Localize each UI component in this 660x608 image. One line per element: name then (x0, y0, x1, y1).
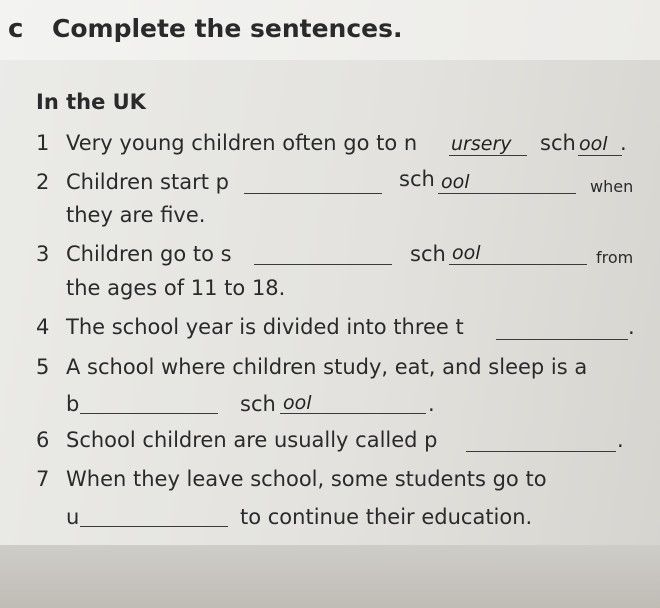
word-stem: b (66, 392, 80, 416)
end-punctuation: . (620, 131, 627, 155)
answer-blank[interactable] (449, 264, 587, 265)
sentence-7-text: When they leave school, some students go to (66, 467, 547, 491)
page-shadow (0, 545, 660, 608)
exercise-letter: c (8, 14, 24, 44)
sentence-6-text: School children are usually called p (66, 428, 438, 452)
end-punctuation: . (628, 315, 635, 339)
sentence-1-text: Very young children often go to n (66, 131, 418, 155)
sentence-7-tail: to continue their education. (240, 505, 533, 529)
exercise-subtitle: In the UK (36, 90, 146, 114)
end-punctuation: . (617, 428, 624, 452)
sentence-5-text: A school where children study, eat, and sleep is a (66, 355, 588, 379)
answer-blank[interactable] (438, 193, 576, 194)
item-number: 3 (36, 242, 50, 266)
handwritten-answer: ursery (451, 133, 512, 155)
item-number: 4 (36, 315, 50, 339)
word-stem: sch (240, 392, 276, 416)
item-number: 5 (36, 355, 50, 379)
handwritten-answer: ool (283, 392, 312, 414)
answer-blank[interactable] (80, 526, 228, 527)
sentence-2-continuation: they are five. (66, 203, 206, 227)
answer-blank[interactable] (244, 193, 382, 194)
answer-blank[interactable] (496, 339, 628, 340)
word-stem: sch (540, 131, 576, 155)
word-stem: sch (399, 167, 435, 191)
end-punctuation: . (428, 392, 435, 416)
sentence-2-text: Children start p (66, 170, 229, 194)
handwritten-answer: ool (579, 133, 608, 155)
item-number: 7 (36, 467, 50, 491)
answer-blank[interactable] (449, 155, 527, 156)
answer-blank[interactable] (466, 451, 616, 452)
sentence-3-tail: from (596, 248, 634, 267)
sentence-3-text: Children go to s (66, 242, 232, 266)
item-number: 6 (36, 428, 50, 452)
sentence-4-text: The school year is divided into three t (66, 315, 464, 339)
answer-blank[interactable] (578, 155, 622, 156)
word-stem: sch (410, 242, 446, 266)
sentence-3-continuation: the ages of 11 to 18. (66, 276, 286, 300)
word-stem: u (66, 505, 80, 529)
answer-blank[interactable] (254, 264, 392, 265)
sentence-2-tail: when (590, 177, 634, 196)
item-number: 1 (36, 131, 50, 155)
item-number: 2 (36, 170, 50, 194)
exercise-title: Complete the sentences. (52, 14, 403, 43)
handwritten-answer: ool (452, 242, 481, 264)
answer-blank[interactable] (80, 413, 218, 414)
handwritten-answer: ool (441, 171, 470, 193)
